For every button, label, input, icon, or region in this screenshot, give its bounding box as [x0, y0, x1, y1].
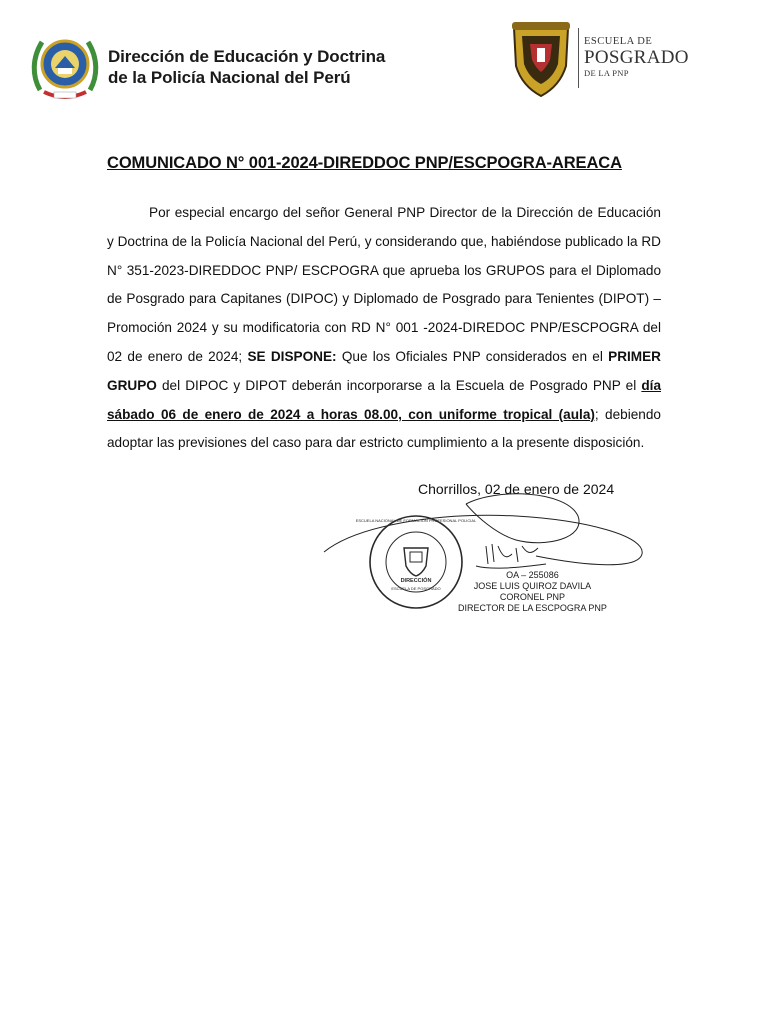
- school-name-line2: POSGRADO: [584, 47, 689, 68]
- escuela-posgrado-shield-icon: [508, 18, 574, 98]
- body-text-part3: del DIPOC y DIPOT deberán incorporarse a la Escuela de Posgrado PNP el: [156, 377, 642, 393]
- seal-bottom-text: ESCUELA DE POSGRADO: [391, 586, 441, 591]
- institution-name: [108, 46, 385, 88]
- document-title: COMUNICADO N° 001-2024-DIREDDOC PNP/ESCPOGRA-AREACA: [107, 154, 622, 172]
- signature-block: [458, 570, 607, 614]
- place-date: Chorrillos, 02 de enero de 2024: [418, 481, 615, 497]
- body-text-bold1: SE DISPONE:: [247, 348, 337, 364]
- direddoc-emblem-icon: [30, 30, 100, 102]
- logo-divider: [578, 28, 579, 88]
- body-text-part4: ; debiendo adoptar las previsiones del caso para dar estricto cumplimiento a la presente disposición.: [107, 406, 661, 451]
- signature-id: OA – 255086: [506, 570, 559, 580]
- body-text-part2: Que los Oficiales PNP considerados en el: [336, 348, 609, 364]
- handwritten-signature: [324, 494, 642, 568]
- seal-center-text: DIRECCIÓN: [400, 578, 432, 584]
- body-text-bold2: PRIMER GRUPO: [107, 348, 661, 393]
- escuela-posgrado-logo: [508, 18, 688, 98]
- signature-position: DIRECTOR DE LA ESCPOGRA PNP: [458, 603, 607, 613]
- body-paragraph: [107, 199, 661, 458]
- school-name-line1: ESCUELA DE: [584, 36, 653, 47]
- school-name: [584, 36, 689, 79]
- institution-name-line2: de la Policía Nacional del Perú: [108, 68, 351, 87]
- body-text-bold-underlined: día sábado 06 de enero de 2024 a horas 08.00, con uniforme tropical (aula): [107, 377, 661, 422]
- institution-name-line1: Dirección de Educación y Doctrina: [108, 47, 386, 66]
- signature-rank: CORONEL PNP: [499, 592, 566, 602]
- school-name-line3: DE LA PNP: [584, 68, 629, 78]
- body-text-part1: Por especial encargo del señor General PNP Director de la Dirección de Educación y Doctrina de la Policía Nacional del Perú, y considerando que, habiéndose publicado la RD N° 351-2023-DIREDDOC PNP/ ESCPOGRA que aprueba los GRUPOS para el Diplomado de Posgrado para Capitanes (DIPOC) y Diplomado de Posgrado para Tenientes (DIPOT) – Promoción 2024 y su modificatoria con RD N° 001 -2024-DIREDOC PNP/ESCPOGRA del 02 de enero de 2024;: [107, 205, 661, 364]
- signature-name: JOSE LUIS QUIROZ DAVILA: [473, 581, 592, 591]
- seal-outer-text: ESCUELA NACIONAL DE FORMACIÓN PROFESIONAL POLICIAL: [355, 518, 477, 523]
